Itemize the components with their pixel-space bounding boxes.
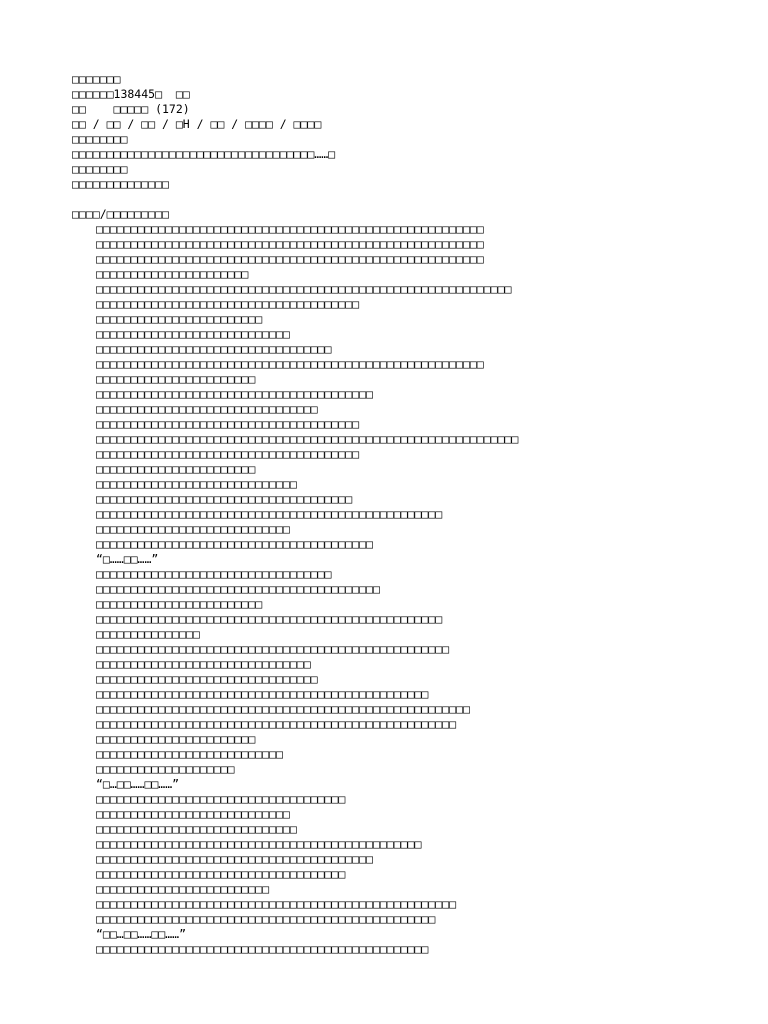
body-line: □□□□□□□□□□□□□□□□□□□□□□□□□□□□□□□□□□□□□□□□ <box>96 852 373 866</box>
body-line: □□□□□□□□□□□□□□□□□□□□□□□□□□□□□□□□□□□□□□□□□□□□□□□□□□ <box>96 612 443 626</box>
body-line: □□□□□□□□□□□□□□□□□□□□□□□□□□□□□□□□□□□□□□□□□□□□□□□□□□□□□□□□ <box>96 237 484 251</box>
body-line: □□□□□□□□□□□□□□□□□□□□□□□□□□□□ <box>96 522 290 536</box>
body-line: □□□□□□□□□□□□□□□□□□□□□□□□□□□□ <box>96 807 290 821</box>
body-line: □□□□□□□□□□□□□□□□□□□□□□□□□□□□□ <box>96 822 297 836</box>
body-line: □□□□□□□□□□□□□□□□□□□□□□□□□□□□□ <box>96 477 297 491</box>
body-line: □□□□□□□□□□□□□□□□□□□□□□□□□□□□□□□□□□□□□□□□□□□□□□□□□□□□□□□□ <box>96 222 484 236</box>
body-line: □□□□□□□□□□□□□□□□□□□□□□□□□□□□□□□□□□□□□□□□□□□□□□□□□ <box>96 912 436 926</box>
body-line: □□□□□□□□□□□□□□□□□□□□□□□□□□□□□□□□□□□□□□□□□□□□□□□ <box>96 837 422 851</box>
body-line: □□□□□□□□□□□□□□□□□□□□□□□□□□□□□□□□□□□□□□□□□□□□□□□□□□□□ <box>96 897 457 911</box>
body-line: □□□□□□□□□□□□□□□□□□□□□□□□ <box>96 597 263 611</box>
body-line: □□□□□□□□□□□□□□□□□□□□□□□□□□□□□□□□□□□□□□□□□□□□□□□□□□□□ <box>96 717 457 731</box>
header-line-2: □□□□□□138445□ □□ <box>72 87 190 101</box>
body-line: □□□□□□□□□□□□□□□□□□□□□□□□□□□□□□□□□□□□□□ <box>96 297 360 311</box>
body-line: □□□□□□□□□□□□□□□□□□□□□□□ <box>96 372 256 386</box>
body-line: □□□□□□□□□□□□□□□□□□□□□□□□□□□□□□□□□□□□□□□□□□□□□□□□□□□□□□□□□□□□□ <box>96 432 519 446</box>
body-line: □□□□□□□□□□□□□□□□□□□□□□□□□□□□□□□□□□□□□□□□□□□□□□□□□□□□□□□□ <box>96 252 484 266</box>
spacer <box>72 192 752 207</box>
header-line-6: □□□□□□□□□□□□□□□□□□□□□□□□□□□□□□□□□□□……□ <box>72 147 336 161</box>
body-line: □□□□□□□□□□□□□□□□□□□□□□□□□□□□□□□□□□□□ <box>96 792 346 806</box>
body-line: □□□□□□□□□□□□□□□□□□□□□□□□□□□□□□□□□□□□□□ <box>96 447 360 461</box>
body-line: □□□□□□□□□□□□□□□□□□□□□□□□□□□□□□□□ <box>96 672 318 686</box>
body-line: □□□□□□□□□□□□□□□□□□□□□□□□□□□□□□□□□□□□□□□□□□□□□□□□□□ <box>96 507 443 521</box>
header-line-3: □□ □□□□□ (172) <box>72 102 190 116</box>
body-line: □□□□□□□□□□□□□□□□□□□□□□□□□□□□□□□□□□□□□□□□□□□□□□□□□□□ <box>96 642 450 656</box>
body-line: □□□□□□□□□□□□□□□□□□□□□□□□□□□ <box>96 747 283 761</box>
body-line: □□□□□□□□□□□□□□□□□□□□□□□□□□□□□□□ <box>96 657 311 671</box>
body-line: □□□□□□□□□□□□□□□□□□□□□□□□□□□□□□□□□□□□□□□□□□□□□□□□□□□□□□ <box>96 702 470 716</box>
body-line: “□……□□……” <box>96 552 159 566</box>
body-line: □□□□□□□□□□□□□□□□□□□□□□□ <box>96 462 256 476</box>
header-line-1: □□□□□□□ <box>72 72 121 86</box>
header-line-5: □□□□□□□□ <box>72 132 128 146</box>
body-line: □□□□□□□□□□□□□□□□□□□□□□□□□□□□□□□□□□ <box>96 342 332 356</box>
body-line: □□□□□□□□□□□□□□□□□□□□□□□□□ <box>96 882 270 896</box>
body-line: □□□□□□□□□□□□□□□□□□□□□□□□□□□□□□□□□□□□□□ <box>96 417 360 431</box>
body-line: □□□□□□□□□□□□□□□□□□□□□□□□□□□□□□□□□□□□□□□□ <box>96 387 373 401</box>
body-line: □□□□□□□□□□□□□□□□□□□□□□□□□□□□□□□□□□ <box>96 567 332 581</box>
body-line: □□□□□□□□□□□□□□□□□□□□□□□□□□□□ <box>96 327 290 341</box>
body-line: □□□□□□□□□□□□□□□ <box>96 627 200 641</box>
breadcrumb[interactable]: □□ / □□ / □□ / □H / □□ / □□□□ / □□□□ <box>72 117 322 131</box>
body-line: □□□□□□□□□□□□□□□□□□□□□□□□□□□□□□□□□□□□□□□□□□□□□□□□□□□□□□□□ <box>96 357 484 371</box>
body-line: □□□□□□□□□□□□□□□□□□□□ <box>96 762 235 776</box>
body-line: “□…□□……□□……” <box>96 777 180 791</box>
body-line: □□□□□□□□□□□□□□□□□□□□□□□□□□□□□□□□□□□□□□□□□□□□□□□□□□□□□□□□□□□□ <box>96 282 512 296</box>
header-line-8: □□□□□□□□□□□□□□ <box>72 177 169 191</box>
body-line: □□□□□□□□□□□□□□□□□□□□□□□□□□□□□□□□□□□□□□□□ <box>96 537 373 551</box>
body-line: □□□□□□□□□□□□□□□□□□□□□□□□□□□□□□□□□□□□□□□□□ <box>96 582 380 596</box>
section-heading: □□□□/□□□□□□□□□ <box>72 207 169 221</box>
body-line: □□□□□□□□□□□□□□□□□□□□□□□□□□□□□□□□□□□□□ <box>96 492 353 506</box>
body-line: □□□□□□□□□□□□□□□□□□□□□□ <box>96 267 249 281</box>
body-line: □□□□□□□□□□□□□□□□□□□□□□□□□□□□□□□□□□□□□□□□□□□□□□□□ <box>96 942 429 956</box>
body-line: “□□…□□……□□……” <box>96 927 187 941</box>
body-line: □□□□□□□□□□□□□□□□□□□□□□□ <box>96 732 256 746</box>
body-line: □□□□□□□□□□□□□□□□□□□□□□□□□□□□□□□□□□□□□□□□□□□□□□□□ <box>96 687 429 701</box>
body-line: □□□□□□□□□□□□□□□□□□□□□□□□□□□□□□□□ <box>96 402 318 416</box>
body-paragraph <box>72 222 752 957</box>
body-line: □□□□□□□□□□□□□□□□□□□□□□□□□□□□□□□□□□□□ <box>96 867 346 881</box>
body-line: □□□□□□□□□□□□□□□□□□□□□□□□ <box>96 312 263 326</box>
header-line-7: □□□□□□□□ <box>72 162 128 176</box>
document <box>72 72 752 957</box>
